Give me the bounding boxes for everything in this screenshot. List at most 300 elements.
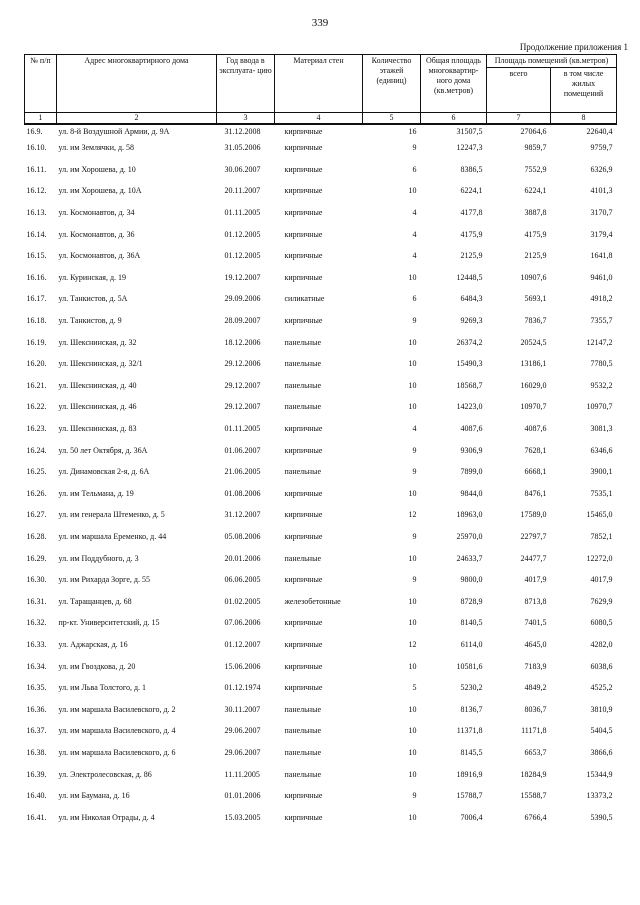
total-area-cell: 4087,6: [460, 424, 483, 434]
total-area-cell: 10581,6: [456, 661, 483, 671]
premises-living-cell: 12147,2: [586, 337, 613, 347]
floors-cell: 6: [412, 294, 417, 304]
material-cell: кирпичные: [284, 164, 323, 174]
year-cell: 31.12.2008: [224, 126, 261, 136]
row-number: 16.13.: [26, 208, 47, 218]
premises-living-cell: 4282,0: [590, 639, 613, 649]
material-cell: кирпичные: [284, 424, 323, 434]
row-number: 16.36.: [26, 704, 47, 714]
table-row: [25, 720, 617, 742]
floors-cell: 10: [408, 488, 417, 498]
premises-living-cell: 3179,4: [590, 229, 613, 239]
total-area-cell: 18916,9: [456, 769, 483, 779]
floors-cell: 16: [408, 126, 417, 136]
floors-cell: 10: [408, 272, 417, 282]
table-row: [25, 590, 617, 612]
table-row: [25, 612, 617, 634]
address-cell: ул. Куринская, д. 19: [58, 272, 127, 282]
year-cell: 15.03.2005: [224, 812, 261, 822]
material-cell: кирпичные: [284, 251, 323, 261]
table-row: [25, 245, 617, 267]
header-floors: Количество этажей (единиц): [363, 55, 421, 113]
year-cell: 29.09.2006: [224, 294, 261, 304]
premises-total-cell: 27064,6: [520, 126, 547, 136]
material-cell: силикатные: [284, 294, 325, 304]
premises-living-cell: 6326,9: [590, 164, 613, 174]
row-number: 16.20.: [26, 359, 47, 369]
year-cell: 01.06.2007: [224, 445, 261, 455]
floors-cell: 6: [412, 164, 417, 174]
premises-total-cell: 4017,9: [524, 575, 547, 585]
premises-total-cell: 7628,1: [524, 445, 547, 455]
table-row: [25, 124, 617, 137]
address-cell: ул. им генерала Штеменко, д. 5: [58, 510, 165, 520]
premises-living-cell: 3170,7: [590, 208, 613, 218]
premises-living-cell: 9532,2: [590, 380, 613, 390]
premises-total-cell: 8036,7: [524, 704, 547, 714]
total-area-cell: 11371,8: [456, 726, 483, 736]
row-number: 16.19.: [26, 337, 47, 347]
column-number: 6: [421, 113, 487, 125]
floors-cell: 9: [412, 791, 417, 801]
material-cell: кирпичные: [284, 531, 323, 541]
year-cell: 11.11.2005: [224, 769, 260, 779]
floors-cell: 5: [412, 683, 417, 693]
premises-living-cell: 7852,1: [590, 531, 613, 541]
total-area-cell: 25970,0: [456, 531, 483, 541]
address-cell: ул. Шекснинская, д. 32: [58, 337, 137, 347]
material-cell: кирпичные: [284, 229, 323, 239]
table-body: [25, 124, 617, 828]
year-cell: 20.01.2006: [224, 553, 261, 563]
address-cell: ул. Таращанцев, д. 68: [58, 596, 132, 606]
premises-living-cell: 22640,4: [586, 126, 613, 136]
material-cell: кирпичные: [284, 683, 323, 693]
premises-living-cell: 10970,7: [586, 402, 613, 412]
premises-total-cell: 20524,5: [520, 337, 547, 347]
table-row: [25, 202, 617, 224]
premises-total-cell: 24477,7: [520, 553, 547, 563]
address-cell: ул. им маршала Василевского, д. 2: [58, 704, 176, 714]
material-cell: кирпичные: [284, 143, 323, 153]
table-row: [25, 331, 617, 353]
header-material: Материал стен: [275, 55, 363, 113]
total-area-cell: 14223,0: [456, 402, 483, 412]
premises-living-cell: 15465,0: [586, 510, 613, 520]
row-number: 16.35.: [26, 683, 47, 693]
year-cell: 07.06.2006: [224, 618, 261, 628]
material-cell: кирпичные: [284, 272, 323, 282]
premises-total-cell: 6766,4: [524, 812, 547, 822]
address-cell: ул. им Поддубного, д. 3: [58, 553, 139, 563]
premises-total-cell: 7401,5: [524, 618, 547, 628]
year-cell: 01.12.1974: [224, 683, 261, 693]
total-area-cell: 12247,3: [456, 143, 483, 153]
total-area-cell: 2125,9: [460, 251, 483, 261]
year-cell: 30.11.2007: [224, 704, 261, 714]
total-area-cell: 31507,5: [456, 126, 483, 136]
table-row: [25, 742, 617, 764]
address-cell: ул. им Льва Толстого, д. 1: [58, 683, 147, 693]
material-cell: кирпичные: [284, 445, 323, 455]
row-number: 16.9.: [26, 126, 43, 136]
total-area-cell: 9800,0: [460, 575, 483, 585]
row-number: 16.17.: [26, 294, 47, 304]
year-cell: 05.08.2006: [224, 531, 261, 541]
premises-living-cell: 4525,2: [590, 683, 613, 693]
material-cell: кирпичные: [284, 791, 323, 801]
table-row: [25, 439, 617, 461]
total-area-cell: 18568,7: [456, 380, 483, 390]
row-number: 16.27.: [26, 510, 47, 520]
material-cell: кирпичные: [284, 316, 323, 326]
material-cell: кирпичные: [284, 510, 323, 520]
total-area-cell: 8136,7: [460, 704, 483, 714]
floors-cell: 10: [408, 380, 417, 390]
table-row: [25, 353, 617, 375]
total-area-cell: 15788,7: [456, 791, 483, 801]
material-cell: панельные: [284, 467, 322, 477]
premises-living-cell: 6038,6: [590, 661, 613, 671]
row-number: 16.22.: [26, 402, 47, 412]
year-cell: 01.11.2005: [224, 208, 261, 218]
table-row: [25, 396, 617, 418]
row-number: 16.37.: [26, 726, 47, 736]
column-number: 2: [57, 113, 217, 125]
premises-living-cell: 6346,6: [590, 445, 613, 455]
year-cell: 29.06.2007: [224, 726, 261, 736]
floors-cell: 10: [408, 402, 417, 412]
column-number: 7: [487, 113, 551, 125]
premises-total-cell: 4645,0: [524, 639, 547, 649]
table-row: [25, 569, 617, 591]
header-premises-living: в том числе жилых помещений: [551, 68, 617, 113]
premises-living-cell: 5390,5: [590, 812, 613, 822]
table-row: [25, 461, 617, 483]
premises-living-cell: 9759,7: [590, 143, 613, 153]
material-cell: панельные: [284, 747, 322, 757]
floors-cell: 10: [408, 812, 417, 822]
premises-living-cell: 3900,1: [590, 467, 613, 477]
year-cell: 18.12.2006: [224, 337, 261, 347]
material-cell: кирпичные: [284, 661, 323, 671]
header-no: № п/п: [25, 55, 57, 113]
table-row: [25, 526, 617, 548]
address-cell: ул. Аджарская, д. 16: [58, 639, 128, 649]
table-row: [25, 763, 617, 785]
table-row: [25, 677, 617, 699]
year-cell: 21.06.2005: [224, 467, 261, 477]
premises-living-cell: 7355,7: [590, 316, 613, 326]
year-cell: 01.12.2005: [224, 229, 261, 239]
table-row: [25, 375, 617, 397]
address-cell: ул. им Хорошева, д. 10А: [58, 186, 142, 196]
address-cell: ул. 8-й Воздушной Армии, д. 9А: [58, 126, 170, 136]
address-cell: ул. им Николая Отрады, д. 4: [58, 812, 155, 822]
premises-total-cell: 4087,6: [524, 424, 547, 434]
row-number: 16.38.: [26, 747, 47, 757]
row-number: 16.32.: [26, 618, 47, 628]
header-premises-total: всего: [487, 68, 551, 113]
year-cell: 01.01.2006: [224, 791, 261, 801]
row-number: 16.39.: [26, 769, 47, 779]
total-area-cell: 12448,5: [456, 272, 483, 282]
premises-total-cell: 5693,1: [524, 294, 547, 304]
material-cell: кирпичные: [284, 618, 323, 628]
premises-total-cell: 9859,7: [524, 143, 547, 153]
material-cell: кирпичные: [284, 575, 323, 585]
total-area-cell: 9269,3: [460, 316, 483, 326]
column-number: 8: [551, 113, 617, 125]
floors-cell: 9: [412, 445, 417, 455]
material-cell: панельные: [284, 553, 322, 563]
premises-total-cell: 8476,1: [524, 488, 547, 498]
header-premises-area: Площадь помещений (кв.метров): [487, 55, 617, 68]
address-cell: ул. им маршала Василевского, д. 4: [58, 726, 176, 736]
address-cell: ул. Шекснинская, д. 32/1: [58, 359, 143, 369]
row-number: 16.41.: [26, 812, 47, 822]
row-number: 16.16.: [26, 272, 47, 282]
total-area-cell: 8728,9: [460, 596, 483, 606]
row-number: 16.15.: [26, 251, 47, 261]
total-area-cell: 8140,5: [460, 618, 483, 628]
address-cell: ул. Динамовская 2-я, д. 6А: [58, 467, 150, 477]
address-cell: ул. им Баумана, д. 16: [58, 791, 130, 801]
premises-total-cell: 7552,9: [524, 164, 547, 174]
row-number: 16.33.: [26, 639, 47, 649]
row-number: 16.10.: [26, 143, 47, 153]
material-cell: кирпичные: [284, 186, 323, 196]
address-cell: ул. Космонавтов, д. 36: [58, 229, 135, 239]
year-cell: 29.06.2007: [224, 747, 261, 757]
table-row: [25, 483, 617, 505]
address-cell: ул. Электролесовская, д. 86: [58, 769, 152, 779]
total-area-cell: 15490,3: [456, 359, 483, 369]
address-cell: ул. Танкистов, д. 5А: [58, 294, 128, 304]
premises-total-cell: 6653,7: [524, 747, 547, 757]
year-cell: 01.08.2006: [224, 488, 261, 498]
total-area-cell: 24633,7: [456, 553, 483, 563]
column-number-row: [25, 113, 617, 125]
year-cell: 28.09.2007: [224, 316, 261, 326]
premises-living-cell: 3866,6: [590, 747, 613, 757]
premises-total-cell: 7183,9: [524, 661, 547, 671]
material-cell: панельные: [284, 359, 322, 369]
table-row: [25, 137, 617, 159]
floors-cell: 12: [408, 639, 417, 649]
total-area-cell: 7006,4: [460, 812, 483, 822]
premises-living-cell: 3810,9: [590, 704, 613, 714]
address-cell: ул. Шекснинская, д. 46: [58, 402, 137, 412]
address-cell: ул. Космонавтов, д. 36А: [58, 251, 141, 261]
material-cell: кирпичные: [284, 126, 323, 136]
floors-cell: 10: [408, 618, 417, 628]
year-cell: 01.11.2005: [224, 424, 261, 434]
header-total-area: Общая площадь многоквартир- ного дома (кв.метров): [421, 55, 487, 113]
premises-living-cell: 12272,0: [586, 553, 613, 563]
premises-total-cell: 15588,7: [520, 791, 547, 801]
year-cell: 01.12.2005: [224, 251, 261, 261]
table-row: [25, 504, 617, 526]
premises-living-cell: 9461,0: [590, 272, 613, 282]
table-row: [25, 288, 617, 310]
table-row: [25, 655, 617, 677]
premises-total-cell: 17589,0: [520, 510, 547, 520]
table-row: [25, 180, 617, 202]
floors-cell: 9: [412, 143, 417, 153]
column-number: 1: [25, 113, 57, 125]
address-cell: ул. им маршала Василевского, д. 6: [58, 747, 176, 757]
premises-living-cell: 6080,5: [590, 618, 613, 628]
header-year: Год ввода в эксплуата- цию: [217, 55, 275, 113]
material-cell: кирпичные: [284, 208, 323, 218]
premises-total-cell: 4849,2: [524, 683, 547, 693]
total-area-cell: 6484,3: [460, 294, 483, 304]
total-area-cell: 7899,0: [460, 467, 483, 477]
row-number: 16.25.: [26, 467, 47, 477]
address-cell: ул. им Гвоздкова, д. 20: [58, 661, 136, 671]
address-cell: ул. Шекснинская, д. 83: [58, 424, 137, 434]
material-cell: панельные: [284, 704, 322, 714]
floors-cell: 10: [408, 596, 417, 606]
row-number: 16.34.: [26, 661, 47, 671]
material-cell: панельные: [284, 726, 322, 736]
table-row: [25, 223, 617, 245]
material-cell: кирпичные: [284, 639, 323, 649]
premises-living-cell: 7780,5: [590, 359, 613, 369]
header-address: Адрес многоквартирного дома: [57, 55, 217, 113]
premises-total-cell: 18284,9: [520, 769, 547, 779]
material-cell: кирпичные: [284, 488, 323, 498]
housing-table: [24, 54, 617, 828]
address-cell: ул. им Тельмана, д. 19: [58, 488, 134, 498]
address-cell: ул. им Землячки, д. 58: [58, 143, 135, 153]
premises-living-cell: 13373,2: [586, 791, 613, 801]
row-number: 16.24.: [26, 445, 47, 455]
floors-cell: 4: [412, 229, 417, 239]
address-cell: ул. им Рихарда Зорге, д. 55: [58, 575, 150, 585]
total-area-cell: 6224,1: [460, 186, 483, 196]
material-cell: кирпичные: [284, 812, 323, 822]
row-number: 16.26.: [26, 488, 47, 498]
table-row: [25, 698, 617, 720]
total-area-cell: 4175,9: [460, 229, 483, 239]
floors-cell: 10: [408, 661, 417, 671]
total-area-cell: 6114,0: [460, 639, 483, 649]
address-cell: ул. 50 лет Октября, д. 36А: [58, 445, 148, 455]
total-area-cell: 8145,5: [460, 747, 483, 757]
address-cell: ул. Космонавтов, д. 34: [58, 208, 135, 218]
table-row: [25, 267, 617, 289]
premises-living-cell: 4101,3: [590, 186, 613, 196]
column-number: 5: [363, 113, 421, 125]
table-row: [25, 310, 617, 332]
table-row: [25, 806, 617, 828]
row-number: 16.21.: [26, 380, 47, 390]
row-number: 16.12.: [26, 186, 47, 196]
column-number: 3: [217, 113, 275, 125]
year-cell: 29.12.2006: [224, 359, 261, 369]
material-cell: панельные: [284, 337, 322, 347]
table-row: [25, 634, 617, 656]
premises-total-cell: 8713,8: [524, 596, 547, 606]
premises-total-cell: 10970,7: [520, 402, 547, 412]
material-cell: панельные: [284, 769, 322, 779]
floors-cell: 10: [408, 726, 417, 736]
row-number: 16.14.: [26, 229, 47, 239]
premises-living-cell: 5404,5: [590, 726, 613, 736]
year-cell: 30.06.2007: [224, 164, 261, 174]
premises-total-cell: 4175,9: [524, 229, 547, 239]
year-cell: 31.05.2006: [224, 143, 261, 153]
year-cell: 19.12.2007: [224, 272, 261, 282]
total-area-cell: 5230,2: [460, 683, 483, 693]
column-number: 4: [275, 113, 363, 125]
row-number: 16.31.: [26, 596, 47, 606]
premises-total-cell: 11171,8: [521, 726, 547, 736]
address-cell: ул. им Хорошева, д. 10: [58, 164, 136, 174]
row-number: 16.28.: [26, 531, 47, 541]
floors-cell: 9: [412, 575, 417, 585]
year-cell: 20.11.2007: [224, 186, 261, 196]
address-cell: ул. Танкистов, д. 9: [58, 316, 122, 326]
premises-total-cell: 13186,1: [520, 359, 547, 369]
premises-living-cell: 4017,9: [590, 575, 613, 585]
year-cell: 31.12.2007: [224, 510, 261, 520]
premises-total-cell: 6224,1: [524, 186, 547, 196]
floors-cell: 10: [408, 186, 417, 196]
row-number: 16.18.: [26, 316, 47, 326]
address-cell: ул. им маршала Еременко, д. 44: [58, 531, 167, 541]
continuation-note: Продолжение приложения 1: [519, 42, 628, 52]
material-cell: панельные: [284, 380, 322, 390]
year-cell: 06.06.2005: [224, 575, 261, 585]
table-row: [25, 159, 617, 181]
total-area-cell: 9306,9: [460, 445, 483, 455]
total-area-cell: 18963,0: [456, 510, 483, 520]
premises-total-cell: 2125,9: [524, 251, 547, 261]
year-cell: 15.06.2006: [224, 661, 261, 671]
address-cell: пр-кт. Университетский, д. 15: [58, 618, 160, 628]
premises-living-cell: 15344,9: [586, 769, 613, 779]
floors-cell: 10: [408, 359, 417, 369]
year-cell: 29.12.2007: [224, 380, 261, 390]
table-row: [25, 785, 617, 807]
row-number: 16.30.: [26, 575, 47, 585]
material-cell: панельные: [284, 402, 322, 412]
total-area-cell: 9844,0: [460, 488, 483, 498]
floors-cell: 10: [408, 553, 417, 563]
premises-living-cell: 7535,1: [590, 488, 613, 498]
premises-living-cell: 4918,2: [590, 294, 613, 304]
page-number: 339: [311, 17, 329, 29]
premises-total-cell: 6668,1: [524, 467, 547, 477]
premises-living-cell: 7629,9: [590, 596, 613, 606]
floors-cell: 10: [408, 337, 417, 347]
year-cell: 01.12.2007: [224, 639, 261, 649]
total-area-cell: 26374,2: [456, 337, 483, 347]
floors-cell: 4: [412, 251, 417, 261]
floors-cell: 10: [408, 747, 417, 757]
floors-cell: 9: [412, 467, 417, 477]
floors-cell: 9: [412, 531, 417, 541]
floors-cell: 4: [412, 208, 417, 218]
premises-total-cell: 7836,7: [524, 316, 547, 326]
row-number: 16.29.: [26, 553, 47, 563]
floors-cell: 9: [412, 316, 417, 326]
floors-cell: 12: [408, 510, 417, 520]
address-cell: ул. Шекснинская, д. 40: [58, 380, 137, 390]
